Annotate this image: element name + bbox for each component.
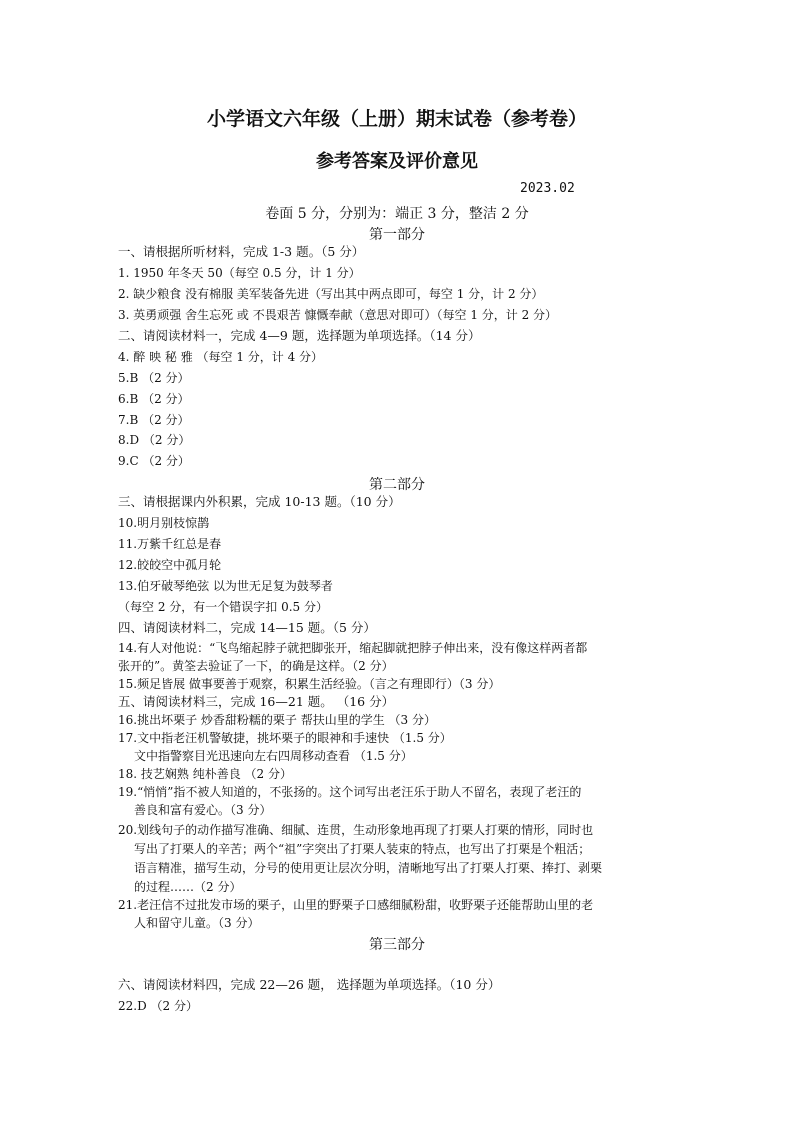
- answer-9: 9.C （2 分）: [118, 454, 190, 468]
- answer-12: 12.皎皎空中孤月轮: [118, 558, 222, 572]
- answer-19-line1: 19.“悄悄”指不被人知道的，不张扬的。这个词写出老汪乐于助人不留名，表现了老汪的: [118, 785, 582, 799]
- section-five-heading: 五、请阅读材料三，完成 16—21 题。 （16 分）: [118, 694, 395, 709]
- section-four-heading: 四、请阅读材料二，完成 14—15 题。（5 分）: [118, 620, 376, 635]
- answer-22: 22.D （2 分）: [118, 999, 198, 1013]
- answer-3: 3. 英勇顽强 舍生忘死 或 不畏艰苦 慷慨奉献（意思对即可）（每空 1 分，计 2 分）: [118, 308, 558, 322]
- answer-10: 10.明月别枝惊鹊: [118, 516, 210, 530]
- part-three-heading: 第三部分: [369, 937, 425, 953]
- answer-18: 18. 技艺娴熟 纯朴善良 （2 分）: [118, 767, 292, 781]
- answer-2: 2. 缺少粮食 没有棉服 美军装备先进（写出其中两点即可，每空 1 分，计 2 分）: [118, 287, 544, 301]
- answer-15: 15.频足皆展 做事要善于观察，积累生活经验。（言之有理即行）（3 分）: [118, 677, 501, 691]
- answer-7: 7.B （2 分）: [118, 413, 190, 427]
- answer-14-line2: 张开的”。黄筌去验证了一下，的确是这样。（2 分）: [118, 659, 394, 673]
- answer-21-line2: 人和留守儿童。（3 分）: [134, 916, 260, 930]
- answer-5: 5.B （2 分）: [118, 371, 190, 385]
- part-one-heading: 第一部分: [369, 227, 425, 243]
- answer-14-line1: 14.有人对他说：“飞鸟缩起脖子就把脚张开，缩起脚就把脖子伸出来，没有像这样两者都: [118, 641, 588, 655]
- answer-19-line2: 善良和富有爱心。（3 分）: [134, 803, 272, 817]
- answer-17-line2: 文中指警察目光迅速向左右四周移动查看 （1.5 分）: [134, 749, 413, 763]
- answer-17-line1: 17.文中指老汪机警敏捷，挑坏栗子的眼神和手速快 （1.5 分）: [118, 731, 452, 745]
- answer-20-line3: 语言精准，描写生动，分号的使用更让层次分明，清晰地写出了打栗人打栗、捧打、剥栗: [134, 861, 603, 875]
- section-six-heading: 六、请阅读材料四，完成 22—26 题， 选择题为单项选择。（10 分）: [118, 977, 501, 992]
- answer-1: 1. 1950 年冬天 50（每空 0.5 分，计 1 分）: [118, 266, 361, 280]
- answer-16: 16.挑出坏栗子 炒香甜粉糯的栗子 帮扶山里的学生 （3 分）: [118, 713, 436, 727]
- answer-13: 13.伯牙破琴绝弦 以为世无足复为鼓琴者: [118, 579, 333, 593]
- answer-8: 8.D （2 分）: [118, 433, 191, 447]
- section-two-heading: 二、请阅读材料一，完成 4—9 题，选择题为单项选择。（14 分）: [118, 328, 481, 343]
- answer-13-note: （每空 2 分，有一个错误字扣 0.5 分）: [118, 600, 328, 614]
- part-two-heading: 第二部分: [369, 477, 425, 493]
- answer-20-line1: 20.划线句子的动作描写准确、细腻、连贯，生动形象地再现了打栗人打栗的情形，同时也: [118, 823, 594, 837]
- scoring-note: 卷面 5 分，分别为：端正 3 分，整洁 2 分: [265, 206, 529, 222]
- document-date: 2023.02: [520, 181, 575, 196]
- answer-20-line4: 的过程……（2 分）: [134, 880, 242, 894]
- answer-11: 11.万紫千红总是春: [118, 537, 222, 551]
- section-three-heading: 三、请根据课内外积累，完成 10-13 题。（10 分）: [118, 494, 401, 509]
- answer-6: 6.B （2 分）: [118, 392, 190, 406]
- answer-21-line1: 21.老汪信不过批发市场的栗子，山里的野栗子口感细腻粉甜，收野栗子还能帮助山里的老: [118, 898, 594, 912]
- page-title: 小学语文六年级（上册）期末试卷（参考卷）: [206, 108, 587, 130]
- page-subtitle: 参考答案及评价意见: [316, 151, 478, 172]
- answer-4: 4. 醉 映 秘 雅 （每空 1 分，计 4 分）: [118, 350, 324, 364]
- section-one-heading: 一、请根据所听材料，完成 1-3 题。（5 分）: [118, 244, 365, 259]
- answer-20-line2: 写出了打栗人的辛苦；两个“祖”字突出了打栗人装束的特点，也写出了打栗是个粗活；: [134, 842, 591, 856]
